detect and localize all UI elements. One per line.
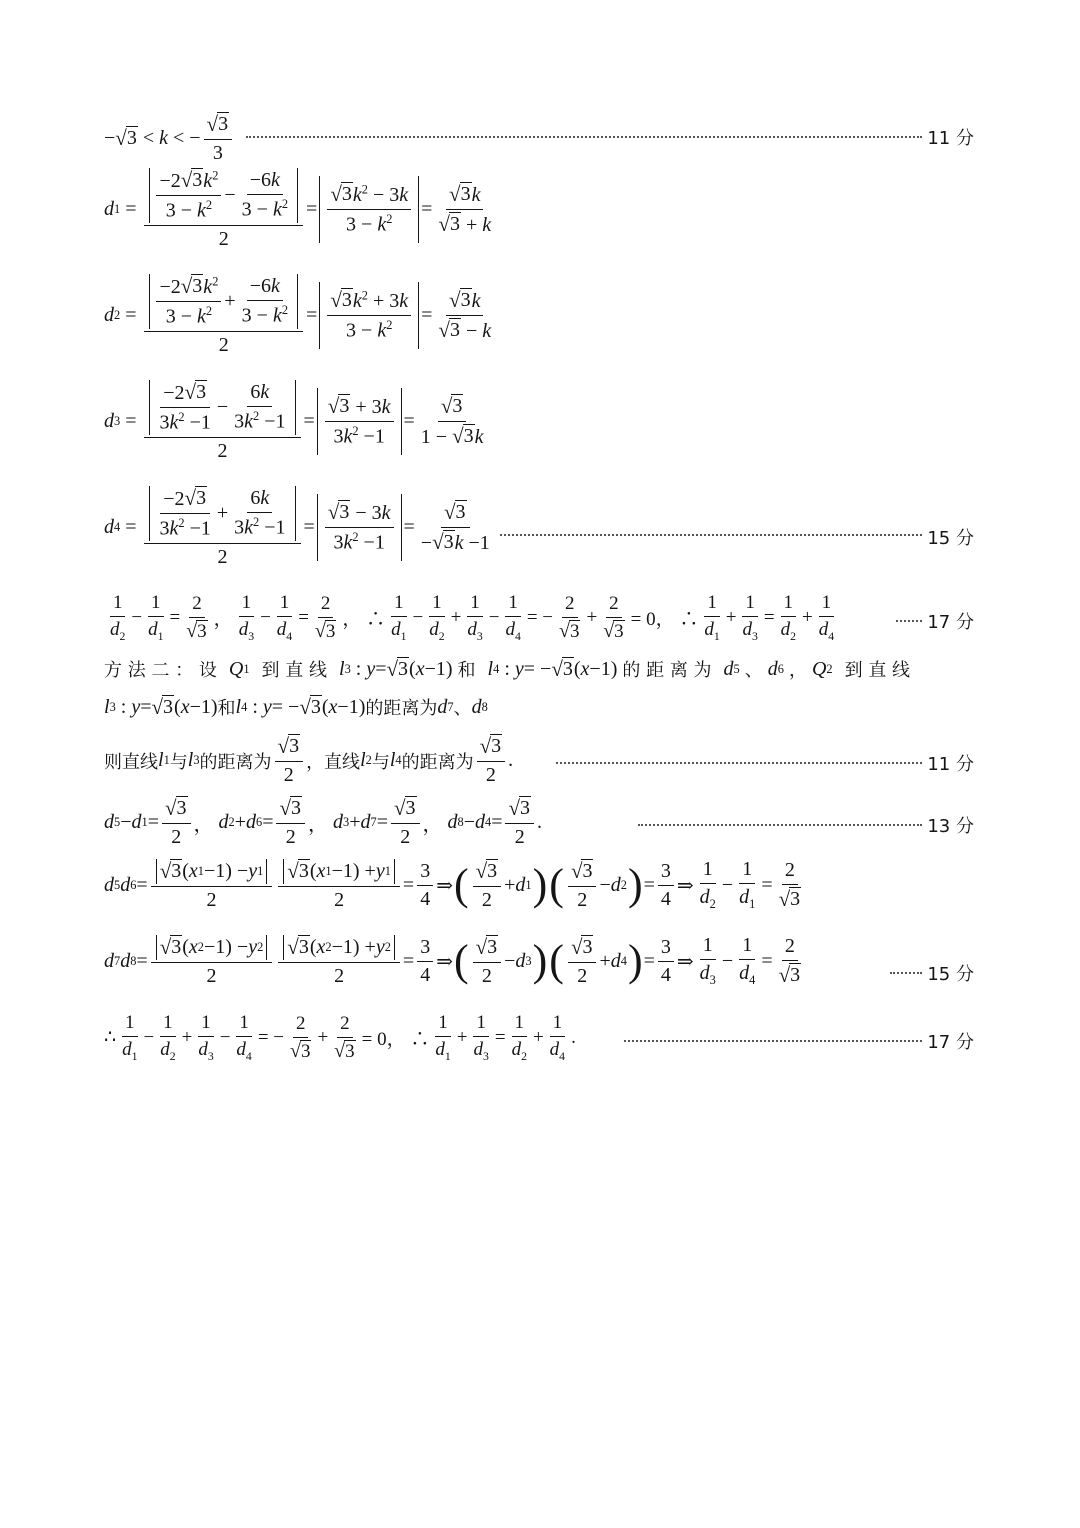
d2-formula: d 2 = −2 √ 3 $k^2$ $3 - k^2$ + $\frac{-6k}{3 - k^2}$ 2 = √ 3 $k^2 + 3k$ $3 - k^2$ = √ 3 k √ 3 − k — [104, 274, 492, 356]
method2-text: 的距离为 — [365, 698, 438, 719]
d4-formula: d 4 = −2 √ 3 $3k^2 -1$ + $\frac{6k}{3k^2 -1}$ 2 = √ 3 − 3k $3k^2 -1$ = √ 3 − √ 3 k −1 15 分 — [104, 486, 974, 568]
method2-intro-line1: 方 法 二 ： 设 Q 1 到 直 线 l 3 : y = √ 3 ( x −1) 和 l 4 : y = − √ 3 ( x −1) 的 距 离 为 d 5 、 d 6 ， Q 2 到 直 线 — [104, 656, 911, 681]
score-label: 13 分 — [927, 816, 974, 837]
final-conclusion-line: ∴ $\frac{1}{d_1}$ − $\frac{1}{d_2}$ + $\frac{1}{d_3}$ − $\frac{1}{d_4}$ = − 2 √ 3 + 2 √ 3 = 0， ∴ $\frac{1}{d_1}$ + $\frac{1}{d_3}$ = $\frac{1}{d_2}$ + $\frac{1}{d_4}$ . 17 分 — [104, 1012, 974, 1063]
d5-d6-product-line: d 5 d 6 = √ 3 ( x 1 −1) − y 1 2 √ 3 ( x 1 −1) + y 1 2 = $\frac{3}{4}$ ⇒ ( √ 3 2 + d 1 ) ( √ 3 2 − d 2 ) = $\frac{3}{4}$ ⇒ $\frac{1}{d_2}$ − $\frac{1}{d_1}$ = 2 √ 3 — [104, 858, 801, 911]
score-leader-dots — [624, 1040, 922, 1042]
method2-intro-line2: l 3 : y = √ 3 ( x −1) 和 l 4 : y = − √ 3 ( x −1) 的距离为 d 7 、 d 8 — [104, 694, 488, 719]
method2-text: 和 — [457, 660, 476, 681]
method2-text: 和 — [217, 698, 236, 719]
method2-text: 与 — [371, 751, 390, 773]
d3-formula: d 3 = −2 √ 3 $3k^2 -1$ − $\frac{6k}{3k^2 -1}$ 2 = √ 3 + 3k $3k^2 -1$ = √ 3 1 − √ 3 k — [104, 380, 484, 462]
method2-text: 、 — [453, 698, 472, 719]
method2-text: 则直线 — [104, 751, 158, 773]
method2-text: ， — [788, 660, 807, 681]
method2-text: 的距离为 — [199, 751, 272, 773]
method2-text: 、 — [744, 660, 763, 681]
score-label: 15 分 — [927, 528, 974, 549]
method2-text: ，直线 — [306, 751, 361, 773]
d7-d8-product-line: d 7 d 8 = √ 3 ( x 2 −1) − y 2 2 √ 3 ( x 2 −1) + y 2 2 = $\frac{3}{4}$ ⇒ ( √ 3 2 − d 3 ) ( √ 3 2 + d 4 ) = $\frac{3}{4}$ ⇒ $\frac{1}{d_3}$ − $\frac{1}{d_4}$ = 2 √ 3 15 分 — [104, 934, 974, 987]
method2-text: 到 直 线 — [261, 660, 327, 681]
score-leader-dots — [890, 972, 922, 974]
score-label: 11 分 — [927, 128, 974, 149]
score-leader-dots — [556, 762, 922, 764]
score-leader-dots — [638, 824, 922, 826]
score-leader-dots — [896, 620, 922, 622]
method2-text: 到 直 线 — [844, 660, 911, 681]
reciprocal-relation-line: $\frac{1}{d_2}$ − $\frac{1}{d_1}$ = 2 √ 3 ， $\frac{1}{d_3}$ − $\frac{1}{d_4}$ = 2 √ 3 ， ∴ $\frac{1}{d_1}$ − $\frac{1}{d_2}$ + $\frac{1}{d_3}$ − $\frac{1}{d_4}$ = − 2 √ 3 + 2 √ 3 = 0， ∴ $\frac{1}{d_1}$ + $\frac{1}{d_3}$ = $\frac{1}{d_2}$ + $\frac{1}{d_4}$ 17 分 — [110, 592, 974, 643]
method2-text: 与 — [169, 751, 188, 773]
method2-text: 的距离为 — [401, 751, 474, 773]
method2-text: 的 距 离 为 — [622, 660, 712, 681]
range-of-k-line: − √ 3 < k < − √ 3 3 11 分 — [104, 112, 974, 164]
score-label: 17 分 — [927, 1032, 974, 1053]
score-leader-dots — [500, 534, 922, 536]
score-label: 11 分 — [927, 754, 974, 775]
d1-formula: d 1 = −2 √ 3 $k^2$ $3 - k^2$ − $\frac{-6k}{3 - k^2}$ 2 = √ 3 $k^2 - 3k$ $3 - k^2$ = √ 3 k √ 3 + k — [104, 168, 492, 250]
distance-relations-line: d 5 − d 1 = √ 3 2 ， d 2 + d 6 = √ 3 2 ， d 3 + d 7 = √ 3 2 ， d 8 − d 4 = √ 3 2 . 13 分 — [104, 796, 974, 848]
parallel-distance-line: 则直线 l 1 与 l 3 的距离为 √ 3 2 ，直线 l 2 与 l 4 的距离为 √ 3 2 . 11 分 — [104, 734, 974, 786]
score-leader-dots — [246, 136, 922, 138]
score-label: 15 分 — [927, 964, 974, 985]
score-label: 17 分 — [927, 612, 974, 633]
method2-label: 方 法 二 ： 设 — [104, 660, 217, 681]
